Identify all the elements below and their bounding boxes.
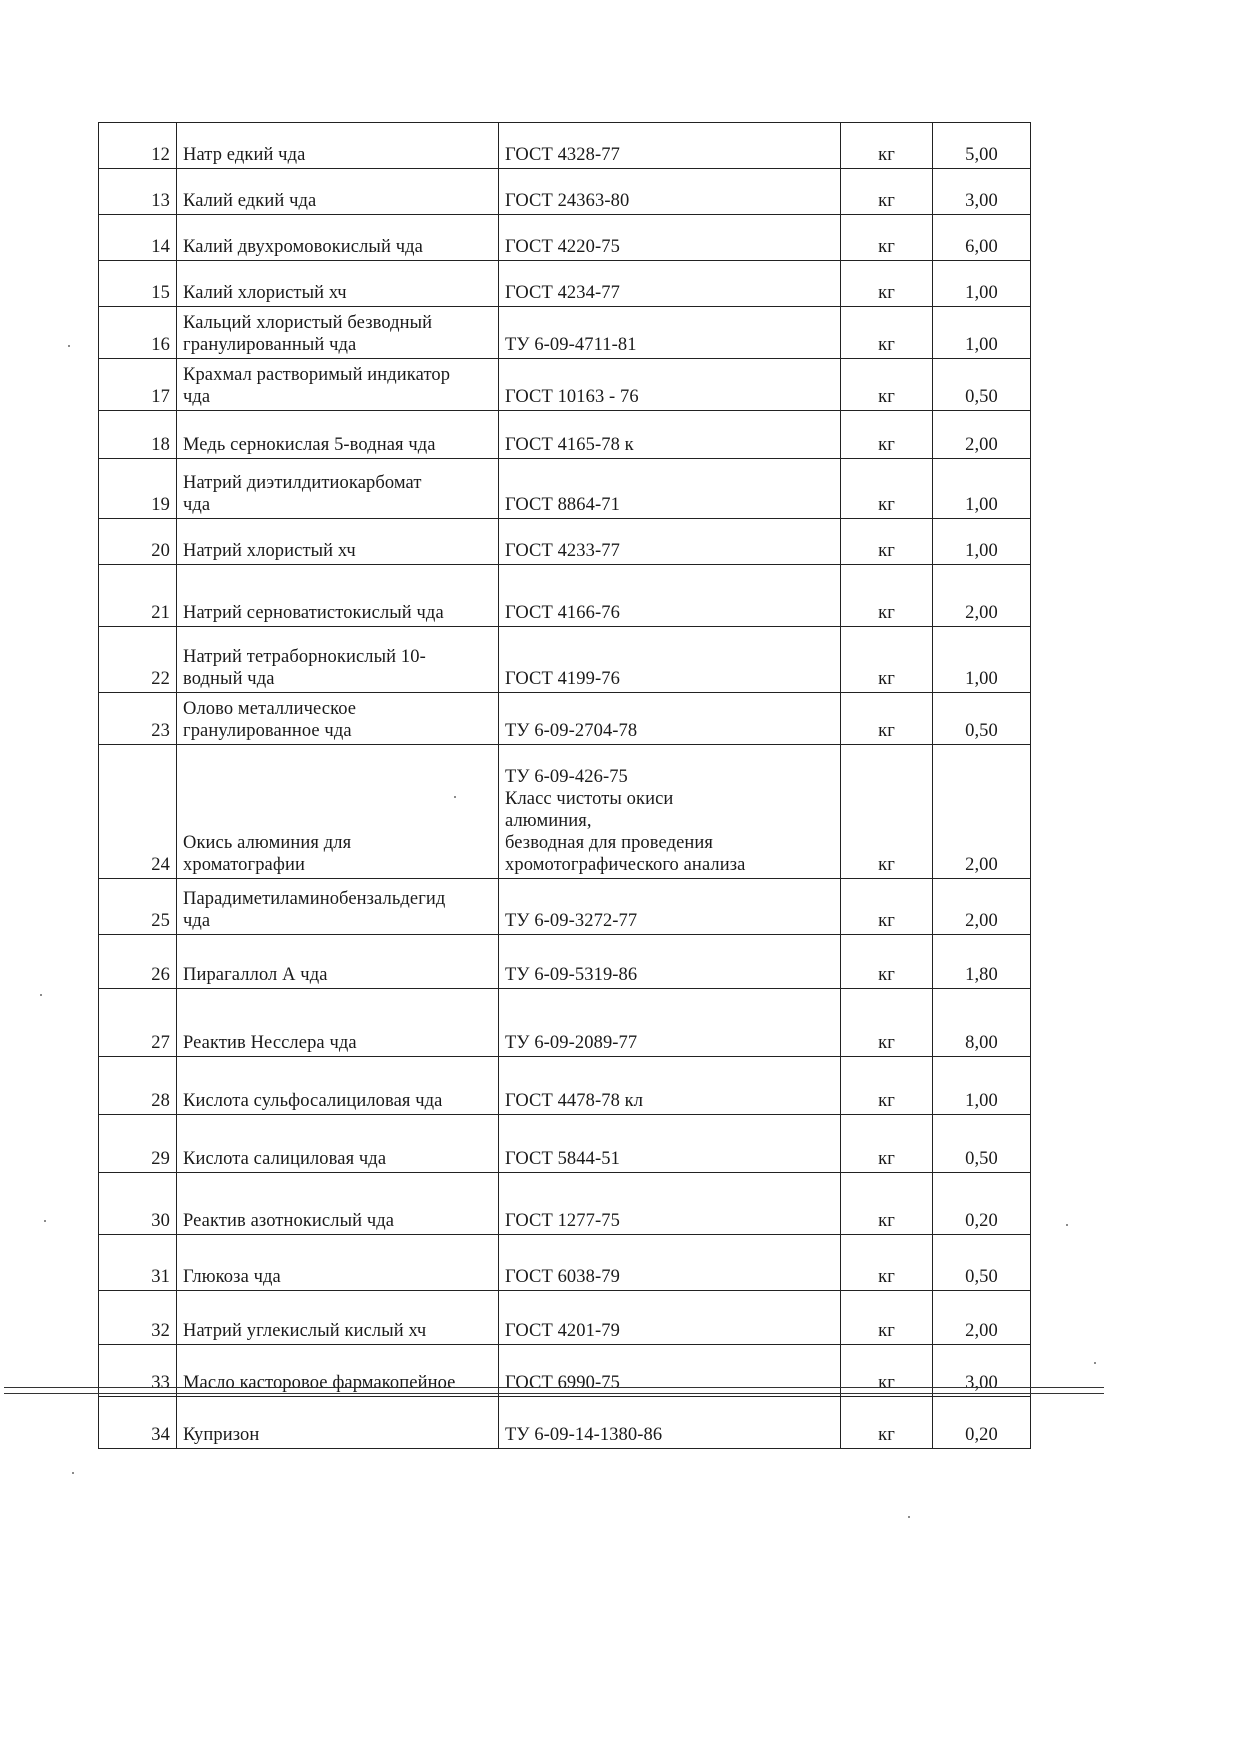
row-number: 19 [151,495,170,515]
standard-doc-cell [499,169,841,215]
reagent-name: Калий едкий чда [183,191,317,211]
standard-doc-cell [499,1235,841,1291]
reagent-name: Реактив азотнокислый чда [183,1211,395,1231]
reagent-name: Олово металлическое гранулированное чда [183,699,357,741]
row-number-cell [99,1235,177,1291]
quantity-cell [933,123,1031,169]
row-number-cell [99,989,177,1057]
unit-cell [841,359,933,411]
quantity: 2,00 [965,1321,998,1341]
table-row [99,169,1031,215]
quantity: 8,00 [965,1033,998,1053]
row-number-cell [99,411,177,459]
quantity-cell [933,519,1031,565]
reagent-name: Натрий углекислый кислый хч [183,1321,427,1341]
row-number-cell [99,359,177,411]
unit: кг [878,145,895,165]
unit-cell [841,1057,933,1115]
unit-cell [841,693,933,745]
table-row [99,411,1031,459]
unit-cell [841,1397,933,1449]
unit: кг [878,603,895,623]
row-number-cell [99,261,177,307]
reagent-name: Глюкоза чда [183,1267,281,1287]
quantity: 2,00 [965,603,998,623]
quantity-cell [933,1057,1031,1115]
reagent-name: Реактив Несслера чда [183,1033,357,1053]
row-number: 29 [151,1149,170,1169]
unit-cell [841,1235,933,1291]
quantity: 1,00 [965,495,998,515]
unit-cell [841,519,933,565]
row-number: 28 [151,1091,170,1111]
reagent-name-cell [177,989,499,1057]
reagent-name-cell [177,261,499,307]
scan-speck [40,994,42,996]
unit: кг [878,1033,895,1053]
standard-doc: ГОСТ 5844-51 [505,1149,620,1169]
unit-cell [841,989,933,1057]
unit: кг [878,1149,895,1169]
row-number: 17 [151,387,170,407]
reagent-name-cell [177,123,499,169]
quantity-cell [933,411,1031,459]
quantity: 0,20 [965,1425,998,1445]
table-row [99,459,1031,519]
standard-doc: ГОСТ 6038-79 [505,1267,620,1287]
table-row [99,1057,1031,1115]
row-number: 23 [151,721,170,741]
unit: кг [878,335,895,355]
standard-doc: ТУ 6-09-3272-77 [505,911,638,931]
reagent-name-cell [177,459,499,519]
row-number-cell [99,565,177,627]
row-number: 13 [151,191,170,211]
standard-doc-cell [499,215,841,261]
standard-doc-cell [499,307,841,359]
row-number: 32 [151,1321,170,1341]
reagent-name: Кислота салициловая чда [183,1149,387,1169]
quantity-cell [933,1397,1031,1449]
quantity: 3,00 [965,191,998,211]
reagent-name: Парадиметиламинобензальдегид чда [183,889,446,931]
strike-line-lower [4,1393,1104,1394]
reagent-name: Масло касторовое фармакопейное [183,1373,456,1393]
row-number-cell [99,307,177,359]
unit-cell [841,307,933,359]
standard-doc: ТУ 6-09-2089-77 [505,1033,638,1053]
quantity-cell [933,1291,1031,1345]
quantity: 1,00 [965,283,998,303]
reagent-name-cell [177,411,499,459]
row-number-cell [99,1057,177,1115]
standard-doc-cell [499,935,841,989]
scan-speck [908,1516,910,1518]
unit-cell [841,935,933,989]
reagent-name-cell [177,627,499,693]
standard-doc: ГОСТ 4166-76 [505,603,620,623]
table-row [99,565,1031,627]
table-row [99,1115,1031,1173]
reagent-name-cell [177,359,499,411]
standard-doc: ТУ 6-09-2704-78 [505,721,638,741]
reagent-name-cell [177,693,499,745]
row-number-cell [99,519,177,565]
row-number-cell [99,459,177,519]
table-row [99,935,1031,989]
row-number: 34 [151,1425,170,1445]
scan-speck [72,1472,74,1474]
row-number-cell [99,627,177,693]
row-number: 12 [151,145,170,165]
reagent-name-cell [177,1057,499,1115]
row-number: 16 [151,335,170,355]
quantity-cell [933,1115,1031,1173]
quantity: 2,00 [965,911,998,931]
quantity: 1,00 [965,1091,998,1111]
unit-cell [841,1115,933,1173]
standard-doc-cell [499,1397,841,1449]
scan-speck [1094,1362,1096,1364]
standard-doc-cell [499,627,841,693]
quantity: 0,50 [965,721,998,741]
standard-doc: ГОСТ 10163 - 76 [505,387,639,407]
unit: кг [878,721,895,741]
quantity-cell [933,565,1031,627]
reagent-name-cell [177,1235,499,1291]
table-row [99,307,1031,359]
standard-doc: ГОСТ 6990-75 [505,1373,620,1393]
quantity: 0,20 [965,1211,998,1231]
reagent-name: Натрий диэтилдитиокарбомат чда [183,473,422,515]
table-row [99,1397,1031,1449]
unit-cell [841,411,933,459]
unit: кг [878,541,895,561]
unit: кг [878,283,895,303]
quantity-cell [933,879,1031,935]
reagent-name: Натрий хлористый хч [183,541,356,561]
reagent-name: Купризон [183,1425,260,1445]
unit: кг [878,1425,895,1445]
quantity-cell [933,989,1031,1057]
quantity-cell [933,1345,1031,1397]
unit: кг [878,965,895,985]
unit: кг [878,435,895,455]
standard-doc: ТУ 6-09-14-1380-86 [505,1425,663,1445]
row-number: 14 [151,237,170,257]
quantity: 6,00 [965,237,998,257]
unit-cell [841,1173,933,1235]
table-row [99,879,1031,935]
reagent-name: Натрий тетраборнокислый 10- водный чда [183,647,426,689]
reagent-name: Медь сернокислая 5-водная чда [183,435,436,455]
standard-doc: ГОСТ 4199-76 [505,669,620,689]
standard-doc: ГОСТ 1277-75 [505,1211,620,1231]
reagent-name-cell [177,935,499,989]
strike-line-upper [4,1387,1104,1388]
standard-doc-cell [499,1291,841,1345]
unit: кг [878,911,895,931]
reagent-name-cell [177,1115,499,1173]
quantity-cell [933,693,1031,745]
quantity-cell [933,459,1031,519]
table-row [99,627,1031,693]
unit: кг [878,387,895,407]
quantity-cell [933,1173,1031,1235]
quantity: 2,00 [965,855,998,875]
row-number-cell [99,745,177,879]
unit-cell [841,459,933,519]
reagent-name-cell [177,1345,499,1397]
standard-doc: ГОСТ 4165-78 к [505,435,634,455]
reagent-name: Пирагаллол А чда [183,965,328,985]
unit: кг [878,1267,895,1287]
unit: кг [878,1373,895,1393]
reagent-name-cell [177,169,499,215]
reagent-name-cell [177,519,499,565]
unit: кг [878,1321,895,1341]
standard-doc-cell [499,565,841,627]
standard-doc: ГОСТ 4233-77 [505,541,620,561]
quantity: 3,00 [965,1373,998,1393]
reagent-name: Кальций хлористый безводный гранулированный чда [183,313,433,355]
row-number-cell [99,1291,177,1345]
unit: кг [878,191,895,211]
reagent-name-cell [177,565,499,627]
reagent-name-cell [177,745,499,879]
reagents-table [98,122,1031,1449]
row-number: 21 [151,603,170,623]
quantity: 1,00 [965,335,998,355]
unit-cell [841,879,933,935]
table-row [99,215,1031,261]
standard-doc-cell [499,693,841,745]
standard-doc-cell [499,459,841,519]
row-number-cell [99,1397,177,1449]
table-row [99,693,1031,745]
row-number: 27 [151,1033,170,1053]
reagent-name-cell [177,1291,499,1345]
standard-doc: ТУ 6-09-5319-86 [505,965,638,985]
quantity-cell [933,627,1031,693]
quantity-cell [933,307,1031,359]
table-row [99,261,1031,307]
unit: кг [878,495,895,515]
quantity-cell [933,215,1031,261]
reagent-name: Окись алюминия для хроматографии [183,833,352,875]
standard-doc: ГОСТ 4201-79 [505,1321,620,1341]
standard-doc: ГОСТ 4478-78 кл [505,1091,644,1111]
row-number-cell [99,1173,177,1235]
standard-doc: ТУ 6-09-426-75 Класс чистоты окиси алюминия, безводная для проведения хромотографического анализа [505,767,746,875]
table-row [99,123,1031,169]
unit-cell [841,745,933,879]
standard-doc: ГОСТ 4220-75 [505,237,620,257]
reagent-name: Натрий серноватистокислый чда [183,603,444,623]
reagents-table-body [99,123,1031,1449]
unit: кг [878,855,895,875]
reagent-name-cell [177,1397,499,1449]
quantity-cell [933,1235,1031,1291]
table-row [99,745,1031,879]
standard-doc-cell [499,519,841,565]
row-number-cell [99,1115,177,1173]
row-number: 24 [151,855,170,875]
row-number: 26 [151,965,170,985]
unit-cell [841,565,933,627]
row-number: 22 [151,669,170,689]
scan-speck [44,1220,46,1222]
row-number: 33 [151,1373,170,1393]
table-row [99,1345,1031,1397]
standard-doc-cell [499,879,841,935]
quantity: 0,50 [965,1267,998,1287]
table-row [99,359,1031,411]
reagent-name: Калий двухромовокислый чда [183,237,423,257]
unit: кг [878,669,895,689]
row-number-cell [99,215,177,261]
row-number-cell [99,693,177,745]
quantity: 0,50 [965,387,998,407]
unit-cell [841,1291,933,1345]
row-number-cell [99,1345,177,1397]
standard-doc: ГОСТ 24363-80 [505,191,630,211]
unit: кг [878,1211,895,1231]
quantity-cell [933,261,1031,307]
scan-speck [454,796,456,798]
table-row [99,989,1031,1057]
reagent-name: Калий хлористый хч [183,283,347,303]
unit-cell [841,627,933,693]
row-number: 25 [151,911,170,931]
row-number-cell [99,123,177,169]
quantity: 1,00 [965,669,998,689]
quantity: 1,80 [965,965,998,985]
unit: кг [878,237,895,257]
row-number: 15 [151,283,170,303]
row-number: 18 [151,435,170,455]
standard-doc-cell [499,123,841,169]
reagent-name: Крахмал растворимый индикатор чда [183,365,451,407]
standard-doc-cell [499,359,841,411]
reagent-name-cell [177,307,499,359]
standard-doc-cell [499,745,841,879]
reagent-name-cell [177,879,499,935]
row-number-cell [99,879,177,935]
standard-doc-cell [499,411,841,459]
reagent-name: Кислота сульфосалициловая чда [183,1091,443,1111]
row-number: 31 [151,1267,170,1287]
unit-cell [841,1345,933,1397]
table-row [99,519,1031,565]
reagent-name: Натр едкий чда [183,145,306,165]
row-number: 30 [151,1211,170,1231]
scan-speck [1066,1224,1068,1226]
reagent-name-cell [177,215,499,261]
quantity-cell [933,745,1031,879]
unit-cell [841,169,933,215]
standard-doc-cell [499,1345,841,1397]
standard-doc: ГОСТ 8864-71 [505,495,620,515]
standard-doc-cell [499,1115,841,1173]
standard-doc: ТУ 6-09-4711-81 [505,335,637,355]
standard-doc: ГОСТ 4328-77 [505,145,620,165]
unit-cell [841,215,933,261]
reagent-name-cell [177,1173,499,1235]
quantity: 5,00 [965,145,998,165]
standard-doc: ГОСТ 4234-77 [505,283,620,303]
row-number-cell [99,169,177,215]
table-row [99,1235,1031,1291]
quantity: 1,00 [965,541,998,561]
row-number-cell [99,935,177,989]
quantity-cell [933,935,1031,989]
standard-doc-cell [499,1173,841,1235]
unit: кг [878,1091,895,1111]
table-row [99,1291,1031,1345]
row-number: 20 [151,541,170,561]
quantity-cell [933,359,1031,411]
standard-doc-cell [499,1057,841,1115]
table-row [99,1173,1031,1235]
quantity: 0,50 [965,1149,998,1169]
unit-cell [841,261,933,307]
standard-doc-cell [499,989,841,1057]
scan-speck [68,345,70,347]
quantity-cell [933,169,1031,215]
quantity: 2,00 [965,435,998,455]
standard-doc-cell [499,261,841,307]
unit-cell [841,123,933,169]
